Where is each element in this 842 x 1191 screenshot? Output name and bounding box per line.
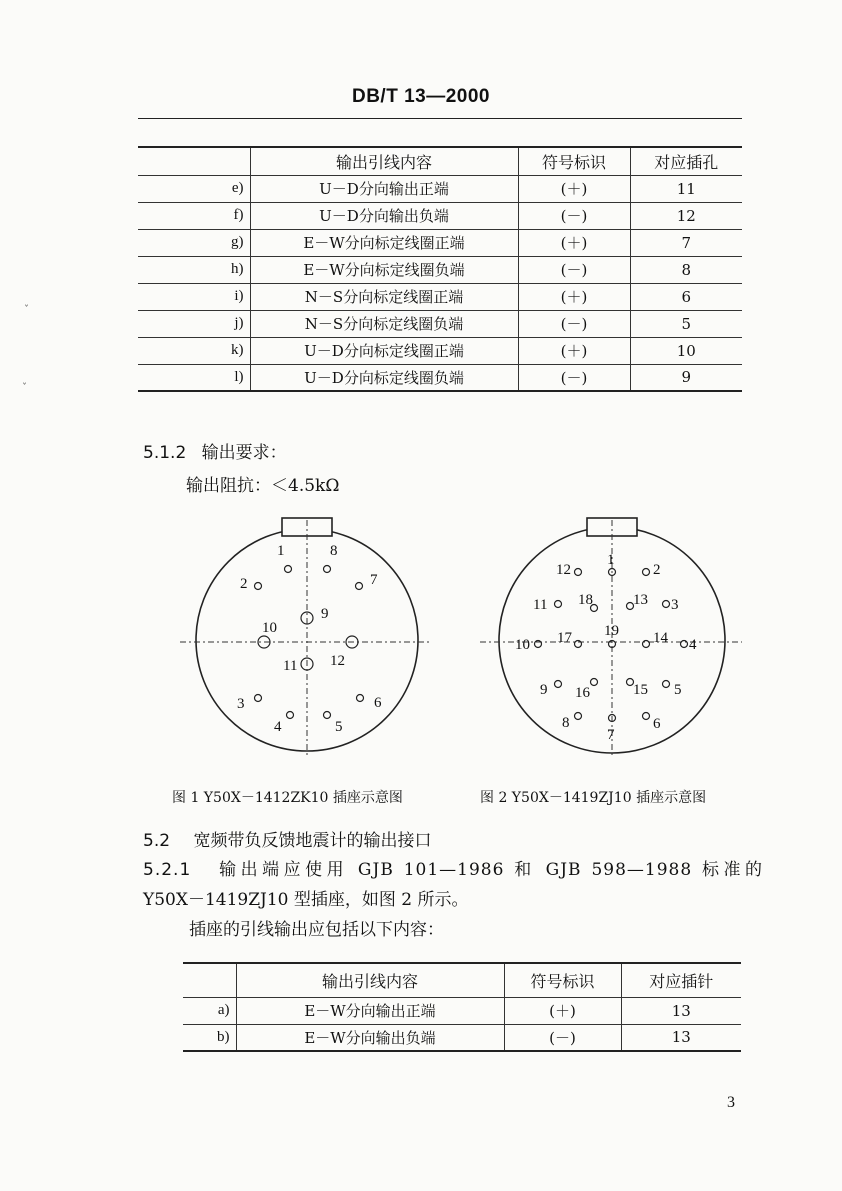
pin-label-11: 11 bbox=[283, 658, 298, 674]
row-content: E－W分向输出负端 bbox=[236, 1024, 504, 1051]
row-content: N－S分向标定线圈正端 bbox=[250, 283, 518, 310]
pin-label-5: 5 bbox=[674, 682, 682, 698]
table-header-pin: 对应插孔 bbox=[630, 147, 742, 175]
row-content: N－S分向标定线圈负端 bbox=[250, 310, 518, 337]
pin-hole-5 bbox=[324, 712, 331, 719]
paragraph-line-1: 输出端应使用 GJB 101—1986 和 GJB 598—1988 标准的 bbox=[219, 860, 763, 880]
row-pin: 10 bbox=[630, 337, 742, 364]
row-content: U－D分向输出负端 bbox=[250, 202, 518, 229]
pin-hole-1 bbox=[285, 566, 292, 573]
margin-mark: ˇ bbox=[24, 305, 29, 316]
pin-hole-8 bbox=[324, 566, 331, 573]
row-label: l) bbox=[138, 364, 250, 391]
table-row bbox=[183, 1024, 741, 1051]
figure-2-diagram bbox=[478, 508, 748, 768]
table-row bbox=[183, 997, 741, 1024]
section-number: 5.2.1 bbox=[143, 860, 192, 880]
pin-label-16: 16 bbox=[575, 685, 590, 701]
row-content: E－W分向输出正端 bbox=[236, 997, 504, 1024]
section-title: 输出要求： bbox=[201, 443, 287, 463]
row-pin: 13 bbox=[621, 1024, 741, 1051]
row-symbol: (－) bbox=[518, 310, 630, 337]
pin-label-4: 4 bbox=[274, 719, 282, 735]
row-pin: 8 bbox=[630, 256, 742, 283]
section-5-2 bbox=[143, 826, 431, 851]
pin-hole-12 bbox=[575, 569, 582, 576]
table-row bbox=[138, 229, 742, 256]
table-row bbox=[138, 256, 742, 283]
section-5-1-2 bbox=[143, 438, 287, 463]
row-symbol: (＋) bbox=[518, 175, 630, 202]
figure-2-pins bbox=[515, 552, 697, 743]
row-label: g) bbox=[138, 229, 250, 256]
table-row bbox=[138, 337, 742, 364]
pin-hole-4 bbox=[681, 641, 688, 648]
pin-hole-2 bbox=[643, 569, 650, 576]
row-label: j) bbox=[138, 310, 250, 337]
pin-label-4: 4 bbox=[689, 637, 697, 653]
figure-1-pins bbox=[237, 543, 382, 735]
pin-label-5: 5 bbox=[335, 719, 343, 735]
pin-label-13: 13 bbox=[633, 592, 648, 608]
row-symbol: (＋) bbox=[518, 229, 630, 256]
pin-label-3: 3 bbox=[237, 696, 245, 712]
row-label: a) bbox=[183, 997, 236, 1024]
pin-label-7: 7 bbox=[607, 727, 615, 743]
row-label: i) bbox=[138, 283, 250, 310]
pin-label-6: 6 bbox=[374, 695, 382, 711]
row-content: U－D分向标定线圈负端 bbox=[250, 364, 518, 391]
row-content: E－W分向标定线圈负端 bbox=[250, 256, 518, 283]
pin-hole-3 bbox=[663, 601, 670, 608]
table-row bbox=[138, 202, 742, 229]
table-header-pin: 对应插针 bbox=[621, 963, 741, 997]
table-header-symbol: 符号标识 bbox=[518, 147, 630, 175]
figure-1-diagram bbox=[170, 508, 440, 768]
row-content: E－W分向标定线圈正端 bbox=[250, 229, 518, 256]
row-pin: 7 bbox=[630, 229, 742, 256]
pin-label-1: 1 bbox=[607, 552, 615, 568]
table-row bbox=[138, 283, 742, 310]
pin-label-18: 18 bbox=[578, 592, 593, 608]
table-row bbox=[138, 364, 742, 391]
output-impedance: 输出阻抗：＜4.5kΩ bbox=[186, 476, 340, 496]
pin-table-1 bbox=[138, 146, 742, 392]
row-pin: 12 bbox=[630, 202, 742, 229]
pin-label-19: 19 bbox=[604, 623, 619, 639]
section-number: 5.1.2 bbox=[143, 443, 187, 463]
row-symbol: (＋) bbox=[518, 337, 630, 364]
pin-hole-9 bbox=[555, 681, 562, 688]
pin-hole-3 bbox=[255, 695, 262, 702]
row-content: U－D分向标定线圈正端 bbox=[250, 337, 518, 364]
table-row bbox=[138, 175, 742, 202]
table-header-symbol: 符号标识 bbox=[504, 963, 621, 997]
row-label: b) bbox=[183, 1024, 236, 1051]
paragraph-line-2: Y50X－1419ZJ10 型插座，如图 2 所示。 bbox=[143, 890, 469, 910]
pin-hole-11 bbox=[555, 601, 562, 608]
pin-hole-2 bbox=[255, 583, 262, 590]
pin-hole-6 bbox=[357, 695, 364, 702]
table-header-blank bbox=[138, 147, 250, 175]
pin-label-17: 17 bbox=[557, 630, 572, 646]
pin-hole-4 bbox=[287, 712, 294, 719]
row-pin: 9 bbox=[630, 364, 742, 391]
pin-label-3: 3 bbox=[671, 597, 679, 613]
row-label: f) bbox=[138, 202, 250, 229]
row-symbol: (－) bbox=[504, 1024, 621, 1051]
row-pin: 6 bbox=[630, 283, 742, 310]
row-symbol: (－) bbox=[518, 202, 630, 229]
row-label: h) bbox=[138, 256, 250, 283]
pin-hole-5 bbox=[663, 681, 670, 688]
page-header: DB/T 13—2000 bbox=[351, 86, 490, 107]
row-label: e) bbox=[138, 175, 250, 202]
paragraph-line-3: 插座的引线输出应包括以下内容： bbox=[189, 920, 444, 940]
pin-hole-6 bbox=[643, 713, 650, 720]
figure-2-caption: 图 2 Y50X－1419ZJ10 插座示意图 bbox=[480, 790, 707, 806]
header-rule bbox=[138, 118, 742, 119]
pin-label-14: 14 bbox=[653, 630, 668, 646]
row-symbol: (＋) bbox=[504, 997, 621, 1024]
margin-mark: ˇ bbox=[22, 383, 27, 394]
pin-label-15: 15 bbox=[633, 682, 648, 698]
pin-label-6: 6 bbox=[653, 716, 661, 732]
pin-label-7: 7 bbox=[370, 572, 378, 588]
pin-hole-16 bbox=[591, 679, 598, 686]
row-label: k) bbox=[138, 337, 250, 364]
row-content: U－D分向输出正端 bbox=[250, 175, 518, 202]
pin-label-1: 1 bbox=[277, 543, 285, 559]
table-header-content: 输出引线内容 bbox=[250, 147, 518, 175]
pin-hole-7 bbox=[356, 583, 363, 590]
table-row bbox=[138, 310, 742, 337]
section-title: 宽频带负反馈地震计的输出接口 bbox=[193, 831, 432, 851]
figure-1-caption: 图 1 Y50X－1412ZK10 插座示意图 bbox=[172, 790, 403, 806]
row-symbol: (＋) bbox=[518, 283, 630, 310]
pin-label-11: 11 bbox=[533, 597, 548, 613]
pin-hole-8 bbox=[575, 713, 582, 720]
row-pin: 13 bbox=[621, 997, 741, 1024]
pin-label-8: 8 bbox=[330, 543, 338, 559]
pin-label-10: 10 bbox=[515, 637, 530, 653]
table-header-content: 输出引线内容 bbox=[236, 963, 504, 997]
pin-hole-14 bbox=[643, 641, 650, 648]
pin-label-2: 2 bbox=[653, 562, 661, 578]
pin-label-9: 9 bbox=[540, 682, 548, 698]
pin-label-9: 9 bbox=[321, 606, 329, 622]
row-symbol: (－) bbox=[518, 364, 630, 391]
section-5-2-1 bbox=[143, 855, 763, 945]
pin-label-12: 12 bbox=[330, 653, 345, 669]
page-number: 3 bbox=[727, 1094, 735, 1111]
row-symbol: (－) bbox=[518, 256, 630, 283]
pin-label-12: 12 bbox=[556, 562, 571, 578]
table-header-blank bbox=[183, 963, 236, 997]
section-number: 5.2 bbox=[143, 831, 171, 851]
row-pin: 11 bbox=[630, 175, 742, 202]
pin-label-10: 10 bbox=[262, 620, 277, 636]
pin-table-2 bbox=[183, 962, 741, 1052]
pin-label-8: 8 bbox=[562, 715, 570, 731]
pin-label-2: 2 bbox=[240, 576, 248, 592]
row-pin: 5 bbox=[630, 310, 742, 337]
